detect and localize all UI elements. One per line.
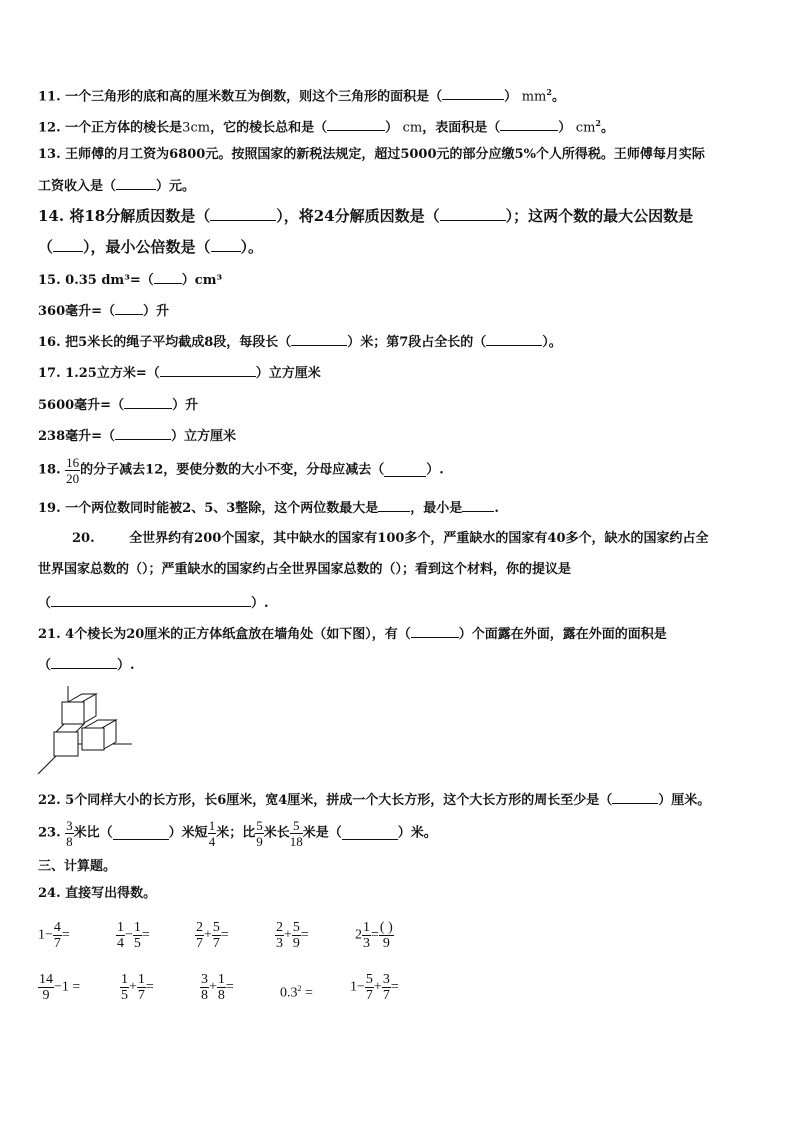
question-19: 19. 一个两位数同时能被2、5、3整除，这个两位数最大是 ，最小是 .	[38, 501, 499, 516]
answer-blank[interactable]	[51, 594, 251, 607]
question-21-line2: （ ）.	[38, 658, 135, 673]
answer-blank[interactable]	[53, 239, 83, 252]
answer-blank[interactable]	[378, 499, 410, 512]
answer-blank[interactable]	[210, 208, 276, 221]
fraction: $\frac{1}{4}$	[208, 818, 216, 849]
answer-blank[interactable]	[116, 177, 156, 190]
calc-1-1: 1− $\frac{4}{7}$ =	[38, 920, 70, 951]
question-12: 12. 一个正方体的棱长是3cm，它的棱长总和是（ ） cm，表面积是（ ） $cm^2$。	[38, 118, 614, 136]
calc-2-1: $\frac{14}{9}$ −1 =	[39, 972, 81, 1003]
question-20-line2: 世界国家总数的（）；严重缺水的国家约占全世界国家总数的（）；看到这个材料，你的提议是	[38, 562, 572, 577]
answer-fraction[interactable]: $\frac{( )}{9}$	[379, 920, 393, 951]
calc-1-3: $\frac{2}{7}$ + $\frac{5}{7}$ =	[196, 920, 229, 951]
question-11: 11. 一个三角形的底和高的厘米数互为倒数，则这个三角形的面积是（ ） $mm^2$。	[38, 87, 565, 105]
cubes-corner-diagram	[36, 684, 136, 776]
question-24: 24. 直接写出得数。	[38, 886, 157, 901]
answer-blank[interactable]	[51, 656, 117, 669]
question-15-line2: 360毫升=（ ）升	[38, 304, 170, 319]
answer-blank[interactable]	[160, 364, 256, 377]
calc-1-5: 2 $\frac{1}{3}$ = $\frac{( )}{9}$	[355, 920, 393, 951]
question-14: 14. 将18分解质因数是（ ），将24分解质因数是（ ）；这两个数的最大公因数是	[38, 207, 694, 225]
answer-blank[interactable]	[115, 302, 143, 315]
question-15: 15. 0.35 dm³=（ ）cm³	[38, 273, 223, 288]
answer-blank[interactable]	[113, 827, 169, 840]
answer-blank[interactable]	[500, 118, 558, 131]
answer-blank[interactable]	[327, 118, 385, 131]
section-heading: 三、计算题。	[38, 859, 117, 874]
answer-blank[interactable]	[211, 239, 241, 252]
answer-blank[interactable]	[124, 396, 172, 409]
calc-2-3: $\frac{3}{8}$ + $\frac{1}{8}$ =	[201, 972, 234, 1003]
question-23: 23. $\frac{3}{8}$ 米比（ ）米短 $\frac{1}{4}$ 米；比 $\frac{5}{9}$ 米长 $\frac{5}{18}$ 米是（ ）米。	[38, 818, 437, 849]
question-16: 16. 把5米长的绳子平均截成8段，每段长（ ）米；第7段占全长的（ ）。	[38, 335, 562, 350]
answer-blank[interactable]	[342, 827, 398, 840]
answer-blank[interactable]	[442, 87, 504, 100]
calc-1-2: $\frac{1}{4}$ − $\frac{1}{5}$ =	[117, 920, 150, 951]
answer-blank[interactable]	[440, 208, 506, 221]
calc-2-5: 1− $\frac{5}{7}$ + $\frac{3}{7}$ =	[350, 972, 399, 1003]
answer-blank[interactable]	[291, 333, 347, 346]
fraction: $\frac{5}{18}$	[289, 818, 303, 849]
fraction: $\frac{16}{20}$	[66, 455, 80, 486]
question-18: 18. $\frac{16}{20}$ 的分子减去12，要使分数的大小不变，分母应减去（ ）.	[38, 455, 444, 486]
answer-blank[interactable]	[115, 427, 171, 440]
question-14-line2: （ ），最小公倍数是（ ）。	[38, 238, 264, 256]
question-17-line3: 238毫升=（ ）立方厘米	[38, 429, 237, 444]
answer-blank[interactable]	[384, 464, 426, 477]
fraction: $\frac{3}{8}$	[66, 818, 73, 849]
answer-blank[interactable]	[486, 333, 542, 346]
answer-blank[interactable]	[154, 271, 182, 284]
question-20-line3: （ ）.	[38, 596, 269, 611]
question-22: 22. 5个同样大小的长方形，长6厘米，宽4厘米，拼成一个大长方形，这个大长方形的周长至少是（ ）厘米。	[38, 793, 711, 808]
fraction: $\frac{5}{9}$	[256, 818, 263, 849]
answer-blank[interactable]	[612, 791, 658, 804]
question-20: 20. 全世界约有200个国家，其中缺水的国家有100多个，严重缺水的国家有40多个，缺水的国家约占全	[72, 531, 709, 546]
question-21: 21. 4个棱长为20厘米的正方体纸盒放在墙角处（如下图），有（ ）个面露在外面，露在外面的面积是	[38, 627, 667, 642]
calc-2-2: $\frac{1}{5}$ + $\frac{1}{7}$ =	[121, 972, 154, 1003]
answer-blank[interactable]	[462, 499, 494, 512]
answer-blank[interactable]	[411, 625, 459, 638]
question-17: 17. 1.25立方米=（ ）立方厘米	[38, 366, 321, 381]
question-13-line2: 工资收入是（ ）元。	[38, 179, 196, 194]
question-13: 13. 王师傅的月工资为6800元。按照国家的新税法规定，超过5000元的部分应缴5%个人所得税。王师傅每月实际	[38, 147, 705, 162]
calc-1-4: $\frac{2}{3}$ + $\frac{5}{9}$ =	[276, 920, 309, 951]
question-17-line2: 5600毫升=（ ）升	[38, 398, 199, 413]
calc-2-4: $0.3^2$ =	[280, 984, 313, 1001]
